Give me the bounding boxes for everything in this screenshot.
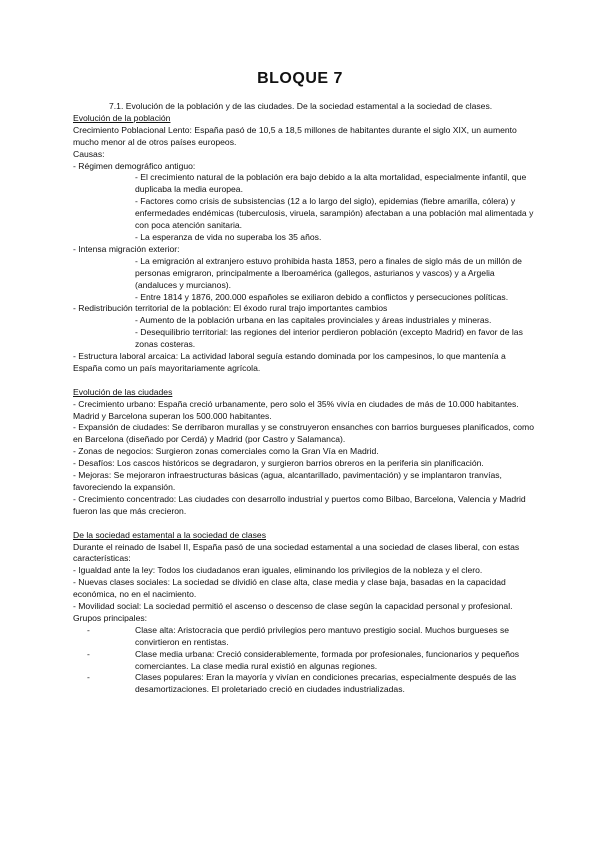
group-item-clase-alta bbox=[73, 625, 535, 649]
groups-label: Grupos principales: bbox=[73, 612, 148, 623]
group-text: Clase media urbana: Creció considerablemente, formada por profesionales, funcionarios y pequeños comerciantes. La clase media rural existió en algunas regiones. bbox=[135, 648, 520, 671]
sub-list-item: - La esperanza de vida no superaba los 35 años. bbox=[135, 231, 322, 242]
list-item: - Igualdad ante la ley: Todos los ciudadanos eran iguales, eliminando los privilegios de la nobleza y el clero. bbox=[73, 565, 483, 576]
group-item-clase-media bbox=[73, 649, 535, 673]
document-body bbox=[73, 101, 535, 696]
spacer bbox=[73, 375, 535, 387]
list-item: - Desafíos: Los cascos históricos se degradaron, y surgieron barrios obreros en la periferia sin planificación. bbox=[73, 458, 484, 469]
list-item: - Nuevas clases sociales: La sociedad se dividió en clase alta, clase media y clase baja, basadas en la capacidad económica, no en el nacimiento. bbox=[73, 577, 506, 600]
causes-label: Causas: bbox=[73, 148, 105, 159]
list-item: - Crecimiento concentrado: Las ciudades con desarrollo industrial y puertos como Bilbao, Barcelona, Valencia y Madrid fueron las que más crecieron. bbox=[73, 493, 526, 516]
list-item: - Mejoras: Se mejoraron infraestructuras básicas (agua, alcantarillado, pavimentación) y se implantaron tranvías, favoreciendo la expansión. bbox=[73, 470, 502, 492]
group-text: Clase alta: Aristocracia que perdió privilegios pero mantuvo prestigio social. Muchos burgueses se convirtieron en rentistas. bbox=[135, 624, 510, 647]
list-item-migracion: - Intensa migración exterior: bbox=[73, 243, 180, 254]
paragraph-intro-poblacion: Crecimiento Poblacional Lento: España pasó de 10,5 a 18,5 millones de habitantes durante el siglo XIX, un aumento mucho menor al de otros países europeos. bbox=[73, 124, 517, 147]
bullet-dash: - bbox=[87, 624, 90, 635]
list-item: - Expansión de ciudades: Se derribaron murallas y se construyeron ensanches con barrios burgueses planificados, como en Barcelona (diseñado por Cerdá) y Madrid (por Castro y Salamanca). bbox=[73, 422, 534, 445]
sub-list-item: - Desequilibrio territorial: las regiones del interior perdieron población (excepto Madrid) en favor de las zonas costeras. bbox=[135, 327, 523, 350]
document-subtitle: 7.1. Evolución de la población y de las ciudades. De la sociedad estamental a la sociedad de clases. bbox=[109, 101, 493, 111]
bullet-dash: - bbox=[87, 648, 90, 659]
list-item-redistribucion: - Redistribución territorial de la población: El éxodo rural trajo importantes cambios bbox=[73, 303, 388, 314]
list-item: - Crecimiento urbano: España creció urbanamente, pero solo el 35% vivía en ciudades de más de 10.000 habitantes. Madrid y Barcelona superan los 500.000 habitantes. bbox=[73, 398, 519, 421]
bullet-dash: - bbox=[87, 672, 90, 683]
sub-list-item: - La emigración al extranjero estuvo prohibida hasta 1853, pero a finales de siglo más de un millón de personas emigraron, principalmente a Iberoamérica (gallegos, asturianos y vascos) y a Argelia (andaluces y murcianos). bbox=[135, 255, 522, 290]
page-title: BLOQUE 7 bbox=[257, 70, 343, 87]
list-item-regimen: - Régimen demográfico antiguo: bbox=[73, 160, 196, 171]
spacer bbox=[73, 518, 535, 530]
sub-list-item: - El crecimiento natural de la población era bajo debido a la alta mortalidad, especialmente infantil, que duplicaba la media europea. bbox=[135, 172, 527, 195]
sub-list-item: - Factores como crisis de subsistencias (12 a lo largo del siglo), epidemias (fiebre amarilla, cólera) y enfermedades endémicas (tuberculosis, viruela, sarampión) afectaban a una población mal alimentada y con poca atención sanitaria. bbox=[135, 196, 534, 231]
list-item: - Zonas de negocios: Surgieron zonas comerciales como la Gran Vía en Madrid. bbox=[73, 446, 379, 457]
section-heading-sociedad: De la sociedad estamental a la sociedad de clases bbox=[73, 529, 266, 540]
section-heading-poblacion: Evolución de la población bbox=[73, 112, 171, 123]
group-text: Clases populares: Eran la mayoría y vivían en condiciones precarias, especialmente después de las desamortizaciones. El proletariado creció en ciudades industrializadas. bbox=[135, 672, 517, 695]
sub-list-item: - Aumento de la población urbana en las capitales provinciales y áreas industriales y mineras. bbox=[135, 315, 492, 326]
list-item: - Movilidad social: La sociedad permitió el ascenso o descenso de clase según la capacidad personal y profesional. bbox=[73, 601, 513, 612]
list-item-estructura: - Estructura laboral arcaica: La actividad laboral seguía estando dominada por los campesinos, lo que mantenía a España como un país mayoritariamente agrícola. bbox=[73, 351, 506, 373]
sub-list-item: - Entre 1814 y 1876, 200.000 españoles se exiliaron debido a conflictos y persecuciones políticas. bbox=[135, 291, 509, 302]
group-item-clases-populares bbox=[73, 672, 535, 696]
paragraph-intro-sociedad: Durante el reinado de Isabel II, España pasó de una sociedad estamental a una sociedad de clases liberal, con estas características: bbox=[73, 541, 520, 564]
section-heading-ciudades: Evolución de las ciudades bbox=[73, 386, 173, 397]
